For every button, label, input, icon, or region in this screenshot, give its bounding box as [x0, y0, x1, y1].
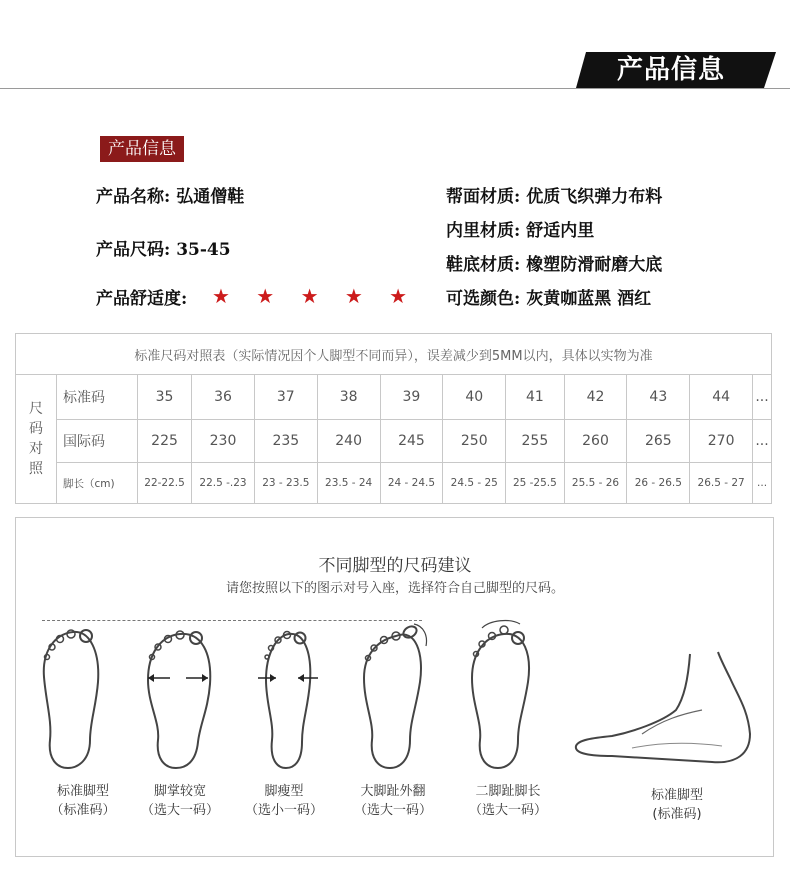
table-cell: 240 [317, 420, 380, 463]
side-char: 照 [29, 461, 43, 477]
lining-material: 内里材质: 舒适内里 [446, 221, 595, 241]
table-cell: 265 [627, 420, 690, 463]
foot-type-caption [120, 782, 240, 820]
foot-type-caption [224, 782, 344, 820]
table-cell: 26 - 26.5 [627, 463, 690, 504]
table-cell: 44 [690, 375, 753, 420]
table-cell: 270 [690, 420, 753, 463]
section-banner [576, 52, 776, 88]
table-cell: 23 - 23.5 [254, 463, 317, 504]
foot-type-advice: （选大一码） [353, 803, 432, 818]
side-char: 对 [29, 441, 43, 457]
upper-material: 帮面材质: 优质飞织弹力布料 [446, 187, 663, 207]
thin-foot-illustration [254, 622, 324, 772]
foot-type-advice: （标准码） [50, 803, 116, 818]
table-cell: 255 [506, 420, 564, 463]
table-cell: 250 [443, 420, 506, 463]
foot-type-name: 标准脚型 [650, 788, 703, 803]
product-comfort-label: 产品舒适度: [96, 289, 188, 309]
table-row [16, 463, 772, 504]
foot-type-name: 脚瘦型 [264, 784, 304, 799]
row-label: 国际码 [57, 420, 138, 463]
size-chart-title: 标准尺码对照表（实际情况因个人脚型不同而异），误差减少到5MM以内，具体以实物为准 [16, 334, 772, 375]
side-char: 尺 [29, 401, 43, 417]
foot-type-name: 二脚趾脚长 [475, 784, 541, 799]
table-cell: 42 [564, 375, 627, 420]
foot-type-caption [448, 782, 568, 820]
available-colors: 可选颜色: 灰黄咖蓝黑 酒红 [446, 289, 652, 309]
table-cell: 39 [380, 375, 443, 420]
header-divider [0, 88, 790, 89]
table-cell: 260 [564, 420, 627, 463]
table-cell: 35 [138, 375, 192, 420]
info-badge: 产品信息 [100, 136, 184, 162]
table-row [16, 375, 772, 420]
size-chart-table [15, 333, 772, 504]
table-cell: 43 [627, 375, 690, 420]
long-second-toe-illustration [464, 618, 544, 772]
product-name: 产品名称: 弘通僧鞋 [96, 187, 245, 207]
foot-type-caption [617, 786, 737, 824]
foot-type-advice: (标准码) [652, 807, 702, 822]
table-cell: 26.5 - 27 [690, 463, 753, 504]
foot-type-advice: （选大一码） [468, 803, 547, 818]
side-view-foot-illustration [572, 650, 762, 770]
table-cell: 25.5 - 26 [564, 463, 627, 504]
banner-title: 产品信息 [616, 55, 725, 85]
table-cell: 225 [138, 420, 192, 463]
table-cell: 245 [380, 420, 443, 463]
foot-type-advice: （选小一码） [244, 803, 323, 818]
foot-type-caption [333, 782, 453, 820]
product-size: 产品尺码: 35-45 [96, 240, 231, 260]
foot-type-name: 大脚趾外翻 [360, 784, 426, 799]
comfort-stars: ★ ★ ★ ★ ★ [212, 284, 418, 308]
table-cell: 38 [317, 375, 380, 420]
table-cell: 230 [192, 420, 255, 463]
size-chart-side-label [16, 375, 57, 504]
foot-type-name: 脚掌较宽 [153, 784, 206, 799]
table-cell: 24 - 24.5 [380, 463, 443, 504]
foot-type-advice: （选大一码） [140, 803, 219, 818]
table-cell: ... [753, 420, 772, 463]
table-cell: 22.5 -.23 [192, 463, 255, 504]
foot-guide-title: 不同脚型的尺码建议 [318, 556, 472, 576]
table-cell: 235 [254, 420, 317, 463]
table-cell: 25 -25.5 [506, 463, 564, 504]
standard-foot-illustration [38, 622, 108, 772]
table-cell: 24.5 - 25 [443, 463, 506, 504]
table-cell: 22-22.5 [138, 463, 192, 504]
bunion-foot-illustration [358, 618, 438, 772]
row-label: 标准码 [57, 375, 138, 420]
table-cell: 37 [254, 375, 317, 420]
table-cell: 23.5 - 24 [317, 463, 380, 504]
side-char: 码 [29, 421, 43, 437]
table-cell: 40 [443, 375, 506, 420]
table-row [16, 420, 772, 463]
foot-type-name: 标准脚型 [56, 784, 109, 799]
foot-guide-subtitle: 请您按照以下的图示对号入座，选择符合自己脚型的尺码。 [225, 581, 564, 596]
table-cell: ... [753, 375, 772, 420]
wide-foot-illustration [140, 622, 220, 772]
table-cell: ... [753, 463, 772, 504]
row-label: 脚长（cm) [57, 463, 138, 504]
table-cell: 41 [506, 375, 564, 420]
sole-material: 鞋底材质: 橡塑防滑耐磨大底 [446, 255, 663, 275]
table-cell: 36 [192, 375, 255, 420]
